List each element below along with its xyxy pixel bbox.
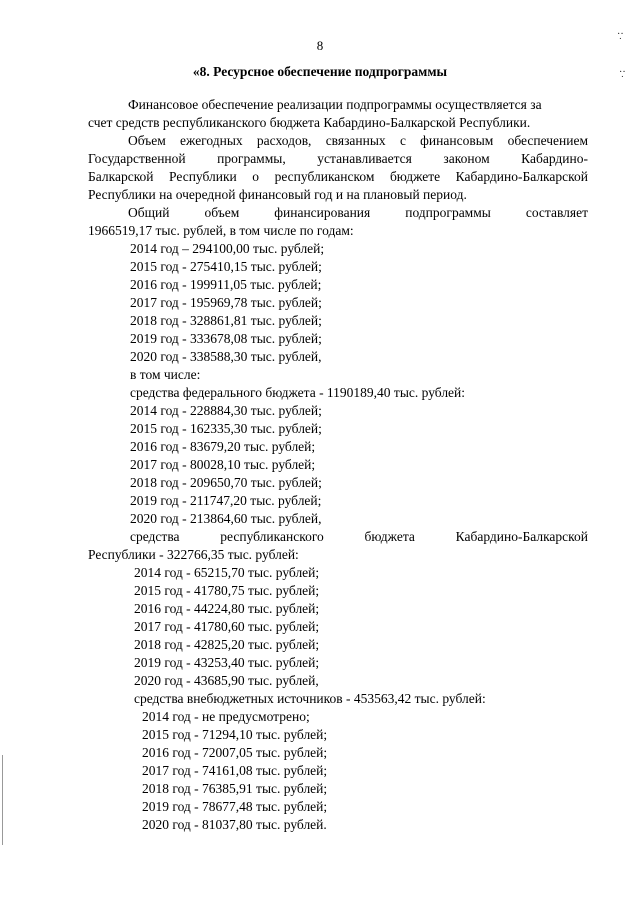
federal-years-list xyxy=(88,402,588,528)
list-item: 2015 год - 71294,10 тыс. рублей; xyxy=(142,727,328,742)
list-item: 2018 год - 76385,91 тыс. рублей; xyxy=(142,781,328,796)
list-item: 2020 год - 81037,80 тыс. рублей. xyxy=(142,817,327,832)
list-item: 2017 год - 74161,08 тыс. рублей; xyxy=(142,763,328,778)
list-item: 2015 год - 275410,15 тыс. рублей; xyxy=(130,259,322,274)
paragraph-2-line-1: Объем ежегодных расходов, связанных с финансовым обеспечением xyxy=(128,133,588,148)
paragraph-1-line-2: счет средств республиканского бюджета Кабардино-Балкарской Республики. xyxy=(88,115,531,130)
list-item: 2018 год - 328861,81 тыс. рублей; xyxy=(130,313,322,328)
list-item: 2014 год - 65215,70 тыс. рублей; xyxy=(134,565,320,580)
list-item: 2017 год - 195969,78 тыс. рублей; xyxy=(130,295,322,310)
list-item: 2019 год - 78677,48 тыс. рублей; xyxy=(142,799,328,814)
list-item: 2020 год - 213864,60 тыс. рублей, xyxy=(130,511,322,526)
list-item: 2018 год - 42825,20 тыс. рублей; xyxy=(134,637,320,652)
list-item: 2019 год - 333678,08 тыс. рублей; xyxy=(130,331,322,346)
section-heading: «8. Ресурсное обеспечение подпрограммы xyxy=(192,64,448,79)
federal-header: средства федерального бюджета - 1190189,40 тыс. рублей: xyxy=(130,385,466,400)
total-years-list xyxy=(88,240,588,366)
republican-years-list xyxy=(88,564,588,690)
list-item: 2015 год - 162335,30 тыс. рублей; xyxy=(130,421,322,436)
total-line-1: Общий объем финансирования подпрограммы составляет xyxy=(128,205,588,220)
paragraph-1-line-1: Финансовое обеспечение реализации подпрограммы осуществляется за xyxy=(128,97,542,112)
list-item: 2017 год - 80028,10 тыс. рублей; xyxy=(130,457,316,472)
list-item: 2014 год - не предусмотрено; xyxy=(142,709,310,724)
list-item: 2019 год - 211747,20 тыс. рублей; xyxy=(130,493,322,508)
list-item: 2014 год – 294100,00 тыс. рублей; xyxy=(130,241,325,256)
document-body xyxy=(88,96,588,834)
list-item: 2016 год - 44224,80 тыс. рублей; xyxy=(134,601,320,616)
list-item: 2020 год - 338588,30 тыс. рублей, xyxy=(130,349,322,364)
margin-line xyxy=(2,755,3,845)
list-item: 2017 год - 41780,60 тыс. рублей; xyxy=(134,619,320,634)
extrabudgetary-header: средства внебюджетных источников - 453563,42 тыс. рублей: xyxy=(134,691,486,706)
list-item: 2018 год - 209650,70 тыс. рублей; xyxy=(130,475,322,490)
total-line-2: 1966519,17 тыс. рублей, в том числе по годам: xyxy=(88,223,354,238)
list-item: 2016 год - 199911,05 тыс. рублей; xyxy=(130,277,322,292)
scan-mark-bottom: ·̣· xyxy=(619,67,626,78)
republican-header-line-1: средства республиканского бюджета Кабардино-Балкарской xyxy=(130,529,588,544)
list-item: 2019 год - 43253,40 тыс. рублей; xyxy=(134,655,320,670)
paragraph-2-line-3: Балкарской Республики о республиканском бюджете Кабардино-Балкарской xyxy=(88,169,588,184)
paragraph-2-line-4: Республики на очередной финансовый год и на плановый период. xyxy=(88,187,467,202)
list-item: 2015 год - 41780,75 тыс. рублей; xyxy=(134,583,320,598)
paragraph-2-line-2: Государственной программы, устанавливается законом Кабардино- xyxy=(88,151,588,166)
extrabudgetary-years-list xyxy=(88,708,588,834)
republican-header-line-2: Республики - 322766,35 тыс. рублей: xyxy=(88,547,299,562)
including-label: в том числе: xyxy=(130,367,201,382)
scan-mark-top: ·̣· xyxy=(617,29,624,40)
list-item: 2016 год - 83679,20 тыс. рублей; xyxy=(130,439,316,454)
list-item: 2016 год - 72007,05 тыс. рублей; xyxy=(142,745,328,760)
list-item: 2020 год - 43685,90 тыс. рублей, xyxy=(134,673,319,688)
page-number: 8 xyxy=(316,38,324,53)
list-item: 2014 год - 228884,30 тыс. рублей; xyxy=(130,403,322,418)
